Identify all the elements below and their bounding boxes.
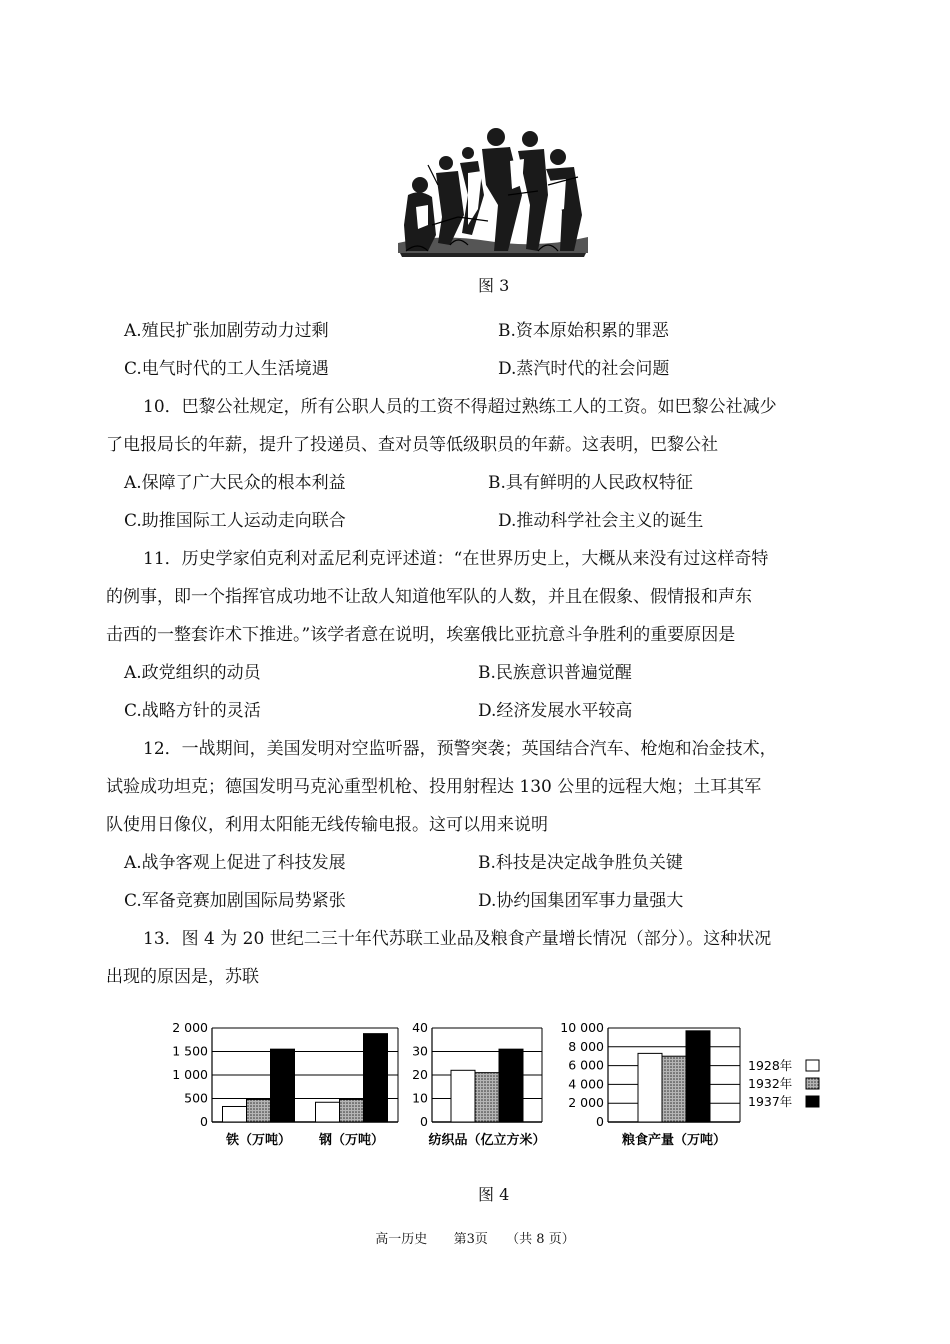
legend-swatch <box>806 1078 819 1089</box>
q11-option-c: C.战略方针的灵活 <box>124 701 261 721</box>
q13-stem-line-2: 出现的原因是，苏联 <box>106 967 259 987</box>
q11-option-b: B.民族意识普遍觉醒 <box>478 663 632 683</box>
q11-stem-line-2: 的例事，即一个指挥官成功地不让敌人知道他军队的人数，并且在假象、假情报和声东 <box>106 587 752 607</box>
q10-option-b: B.具有鲜明的人民政权特征 <box>488 473 693 493</box>
q11-stem-line-3: 击西的一整套诈术下推进。”该学者意在说明，埃塞俄比亚抗意斗争胜利的重要原因是 <box>106 625 736 645</box>
legend-label: 1932年 <box>748 1076 793 1091</box>
legend-label: 1928年 <box>748 1058 793 1073</box>
bar-1928 <box>223 1106 247 1122</box>
y-tick-label: 0 <box>596 1114 604 1129</box>
bar-1932 <box>340 1099 364 1122</box>
q12-option-b: B.科技是决定战争胜负关键 <box>478 853 683 873</box>
y-tick-label: 8 000 <box>568 1038 604 1054</box>
q10-option-a: A.保障了广大民众的根本利益 <box>124 473 346 493</box>
y-tick-label: 10 000 <box>560 1020 604 1035</box>
y-tick-label: 500 <box>184 1090 208 1106</box>
figure4-chart <box>160 1018 820 1158</box>
y-tick-label: 10 <box>412 1090 428 1106</box>
y-tick-label: 6 000 <box>568 1057 604 1073</box>
q9-option-b: B.资本原始积累的罪恶 <box>498 321 669 341</box>
figure3-illustration <box>398 125 588 258</box>
bar-1937 <box>686 1031 710 1122</box>
y-tick-label: 1 500 <box>172 1043 208 1059</box>
q11-stem-line-1: 11．历史学家伯克利对孟尼利克评述道：“在世界历史上，大概从来没有过这样奇特 <box>143 549 769 569</box>
q9-option-c: C.电气时代的工人生活境遇 <box>124 359 329 379</box>
q9-option-a: A.殖民扩张加剧劳动力过剩 <box>124 321 329 341</box>
q12-stem-line-1: 12．一战期间，美国发明对空监听器，预警突袭；英国结合汽车、枪炮和冶金技术， <box>143 739 777 759</box>
bar-1928 <box>451 1070 475 1122</box>
bar-1937 <box>364 1034 388 1122</box>
legend-swatch <box>806 1060 819 1071</box>
q12-option-c: C.军备竞赛加剧国际局势紧张 <box>124 891 346 911</box>
y-tick-label: 30 <box>412 1043 428 1059</box>
page-footer <box>0 1228 950 1247</box>
bar-1932 <box>247 1099 271 1122</box>
footer-page-number: 第3页 <box>453 1232 488 1247</box>
y-tick-label: 0 <box>200 1114 208 1129</box>
y-tick-label: 40 <box>412 1020 428 1035</box>
workers-scene-drawing <box>398 125 588 258</box>
q11-option-a: A.政党组织的动员 <box>124 663 261 683</box>
bar-1932 <box>662 1056 686 1122</box>
category-label: 钢（万吨） <box>318 1133 385 1148</box>
figure3-caption: 图 3 <box>478 276 510 295</box>
q10-stem-line-1: 10．巴黎公社规定，所有公职人员的工资不得超过熟练工人的工资。如巴黎公社减少 <box>143 397 777 417</box>
footer-subject: 高一历史 <box>375 1232 428 1247</box>
bar-1932 <box>475 1073 499 1122</box>
y-tick-label: 2 000 <box>172 1020 208 1035</box>
footer-total-pages: （共 8 页） <box>506 1232 575 1247</box>
q11-option-d: D.经济发展水平较高 <box>478 701 633 721</box>
q10-option-d: D.推动科学社会主义的诞生 <box>498 511 704 531</box>
q13-stem-line-1: 13．图 4 为 20 世纪二三十年代苏联工业品及粮食产量增长情况（部分）。这种状况 <box>143 929 772 949</box>
q12-option-d: D.协约国集团军事力量强大 <box>478 891 684 911</box>
category-label: 纺织品（亿立方米） <box>428 1133 546 1148</box>
bar-1937 <box>499 1049 523 1122</box>
q9-option-d: D.蒸汽时代的社会问题 <box>498 359 670 379</box>
y-tick-label: 1 000 <box>172 1067 208 1082</box>
y-tick-label: 20 <box>412 1067 428 1082</box>
bar-1937 <box>271 1049 295 1122</box>
figure4-caption: 图 4 <box>478 1185 510 1204</box>
q10-option-c: C.助推国际工人运动走向联合 <box>124 511 346 531</box>
bar-1928 <box>638 1053 662 1122</box>
bar-1928 <box>316 1102 340 1122</box>
category-label: 粮食产量（万吨） <box>621 1133 727 1148</box>
y-tick-label: 4 000 <box>568 1076 604 1092</box>
q12-option-a: A.战争客观上促进了科技发展 <box>124 853 346 873</box>
y-tick-label: 0 <box>420 1114 428 1129</box>
q10-stem-line-2: 了电报局长的年薪，提升了投递员、查对员等低级职员的年薪。这表明，巴黎公社 <box>106 435 718 455</box>
q12-stem-line-3: 队使用日像仪，利用太阳能无线传输电报。这可以用来说明 <box>106 815 548 835</box>
y-tick-label: 2 000 <box>568 1095 604 1111</box>
legend-swatch <box>806 1096 819 1107</box>
legend-label: 1937年 <box>748 1094 793 1109</box>
category-label: 铁（万吨） <box>225 1133 292 1148</box>
q12-stem-line-2: 试验成功坦克；德国发明马克沁重型机枪、投用射程达 130 公里的远程大炮；土耳其军 <box>106 777 762 797</box>
